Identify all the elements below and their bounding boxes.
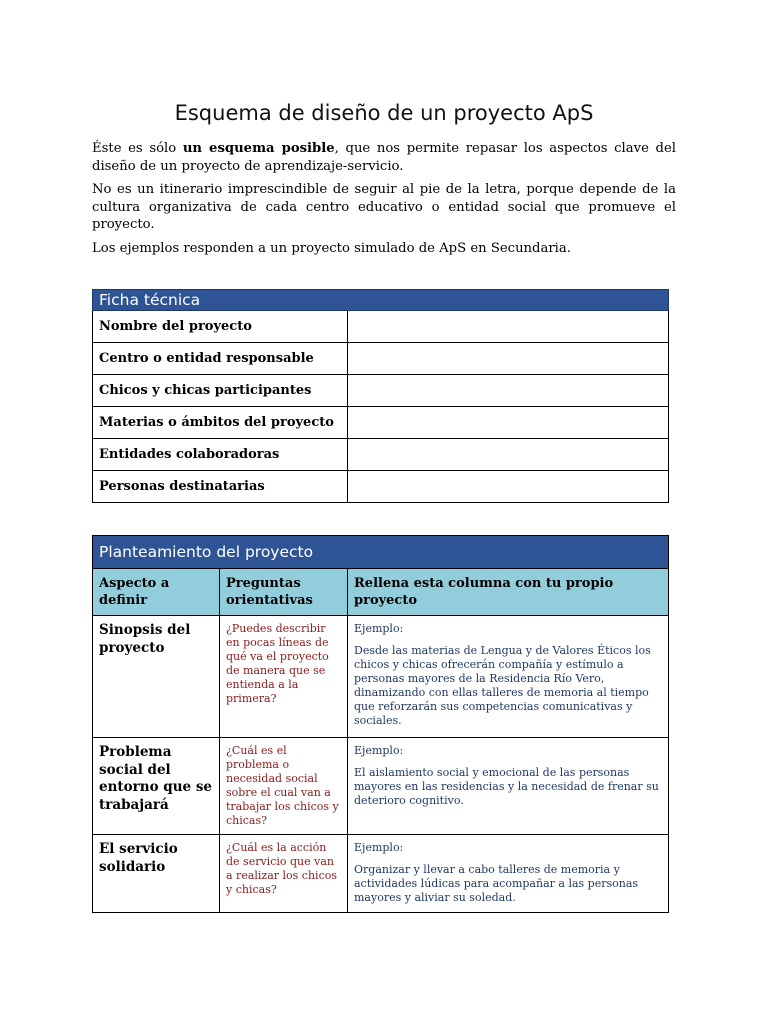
intro-section — [92, 140, 676, 263]
table-row — [93, 407, 669, 439]
ficha-label: Entidades colaboradoras — [93, 439, 348, 471]
example-label: Ejemplo: — [354, 841, 404, 854]
intro-p1-prefix: Éste es sólo — [92, 141, 183, 156]
intro-paragraph-2: No es un itinerario imprescindible de seguir al pie de la letra, porque depende de la cultura organizativa de cada centro educativo o entidad social que promueve el proyecto. — [92, 182, 676, 232]
answer-field[interactable] — [348, 616, 669, 738]
intro-p1-bold: un esquema posible — [182, 141, 335, 156]
example-label: Ejemplo: — [354, 622, 404, 635]
ficha-header: Ficha técnica — [93, 290, 669, 311]
ficha-label: Nombre del proyecto — [93, 311, 348, 343]
example-label: Ejemplo: — [354, 744, 404, 757]
table-row — [93, 439, 669, 471]
example-text: Organizar y llevar a cabo talleres de memoria y actividades lúdicas para acompañar a las personas mayores y aliviar su soledad. — [354, 863, 639, 904]
table-row — [93, 835, 669, 913]
column-header-rellena: Rellena esta columna con tu propio proyecto — [348, 569, 669, 616]
example-text: Desde las materias de Lengua y de Valores Éticos los chicos y chicas ofrecerán compañía y estímulo a personas mayores de la Residencia Río Vero, dinamizando con ellas talleres de memoria al tiempo que reforzarán sus competencias comunicativas y sociales. — [354, 644, 651, 727]
plan-header: Planteamiento del proyecto — [93, 536, 669, 569]
table-row — [93, 343, 669, 375]
ficha-label: Personas destinatarias — [93, 471, 348, 503]
question-cell: ¿Puedes describir en pocas líneas de qué va el proyecto de manera que se entienda a la primera? — [220, 616, 348, 738]
ficha-value-field[interactable] — [348, 439, 669, 471]
aspect-cell: Problema social del entorno que se trabajará — [93, 738, 220, 835]
document-title: Esquema de diseño de un proyecto ApS — [174, 101, 594, 125]
table-row — [93, 616, 669, 738]
column-header-preguntas: Preguntas orientativas — [220, 569, 348, 616]
answer-field[interactable] — [348, 738, 669, 835]
answer-field[interactable] — [348, 835, 669, 913]
ficha-value-field[interactable] — [348, 311, 669, 343]
ficha-label: Centro o entidad responsable — [93, 343, 348, 375]
ficha-label: Chicos y chicas participantes — [93, 375, 348, 407]
table-row — [93, 375, 669, 407]
question-cell: ¿Cuál es el problema o necesidad social sobre el cual van a trabajar los chicos y chicas? — [220, 738, 348, 835]
planteamiento-table — [92, 535, 669, 913]
table-row — [93, 738, 669, 835]
ficha-label: Materias o ámbitos del proyecto — [93, 407, 348, 439]
table-row — [93, 471, 669, 503]
intro-paragraph-3: Los ejemplos responden a un proyecto simulado de ApS en Secundaria. — [92, 240, 571, 256]
aspect-cell: Sinopsis del proyecto — [93, 616, 220, 738]
intro-p1-suffix: , que nos permite repasar los aspectos clave del diseño de un proyecto de aprendizaje-servicio. — [92, 141, 676, 174]
ficha-value-field[interactable] — [348, 375, 669, 407]
column-header-aspecto: Aspecto a definir — [93, 569, 220, 616]
plan-column-headers — [93, 569, 669, 616]
table-row — [93, 311, 669, 343]
ficha-tecnica-table — [92, 289, 669, 503]
example-text: El aislamiento social y emocional de las personas mayores en las residencias y la necesidad de frenar su deterioro cognitivo. — [354, 766, 659, 807]
aspect-cell: El servicio solidario — [93, 835, 220, 913]
ficha-value-field[interactable] — [348, 343, 669, 375]
question-cell: ¿Cuál es la acción de servicio que van a realizar los chicos y chicas? — [220, 835, 348, 913]
ficha-value-field[interactable] — [348, 471, 669, 503]
ficha-value-field[interactable] — [348, 407, 669, 439]
intro-paragraph-1 — [92, 140, 676, 175]
